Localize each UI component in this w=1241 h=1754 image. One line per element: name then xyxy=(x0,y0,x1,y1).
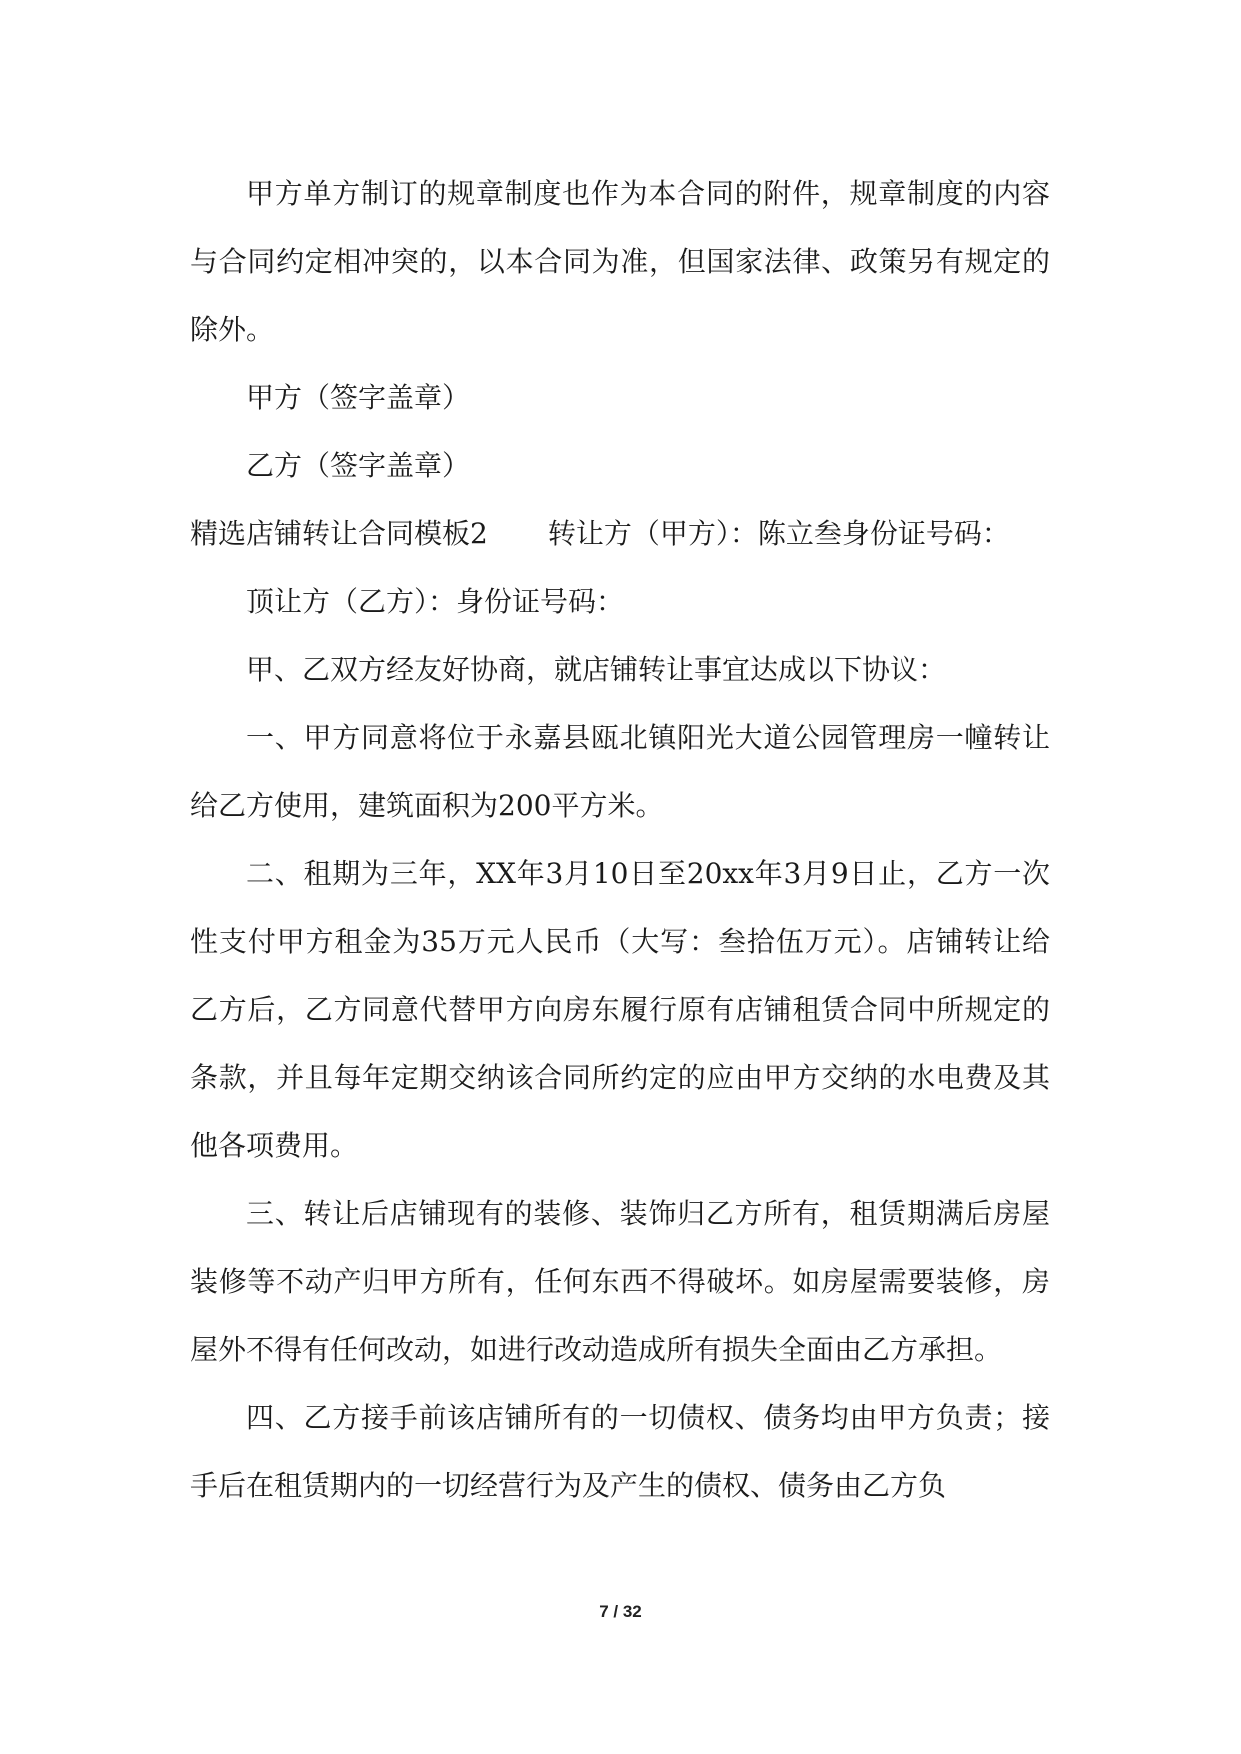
party-a-signature-line: 甲方（签字盖章） xyxy=(246,381,471,414)
clause-2: 二、租期为三年，XX年3月10日至20xx年3月9日止，乙方一次性支付甲方租金为35万元人民币（大写：叁拾伍万元）。店铺转让给乙方后，乙方同意代替甲方向房东履行原有店铺租赁合同中所规定的条款，并且每年定期交纳该合同所约定的应由甲方交纳的水电费及其他各项费用。 xyxy=(190,857,1050,1162)
section-title: 精选店铺转让合同模板2 xyxy=(190,517,488,550)
clause-1: 一、甲方同意将位于永嘉县瓯北镇阳光大道公园管理房一幢转让给乙方使用，建筑面积为200平方米。 xyxy=(190,721,1050,822)
clause-3: 三、转让后店铺现有的装修、装饰归乙方所有，租赁期满后房屋装修等不动产归甲方所有，任何东西不得破坏。如房屋需要装修，房屋外不得有任何改动，如进行改动造成所有损失全面由乙方承担。 xyxy=(190,1197,1050,1366)
party-b-signature-line: 乙方（签字盖章） xyxy=(246,449,471,482)
transferee-line: 顶让方（乙方）：身份证号码： xyxy=(246,585,625,618)
agreement-intro: 甲、乙双方经友好协商，就店铺转让事宜达成以下协议： xyxy=(246,653,947,686)
clause-4: 四、乙方接手前该店铺所有的一切债权、债务均由甲方负责；接手后在租赁期内的一切经营行为及产生的债权、债务由乙方负 xyxy=(190,1401,1050,1502)
paragraph-bylaws-appendix: 甲方单方制订的规章制度也作为本合同的附件，规章制度的内容与合同约定相冲突的，以本合同为准，但国家法律、政策另有规定的除外。 xyxy=(190,177,1050,346)
document-body xyxy=(190,160,1050,1520)
section-heading-row xyxy=(190,500,1050,568)
page-number: 7 / 32 xyxy=(599,1602,642,1621)
transferor-line: 转让方（甲方）：陈立叁身份证号码： xyxy=(547,517,1010,550)
